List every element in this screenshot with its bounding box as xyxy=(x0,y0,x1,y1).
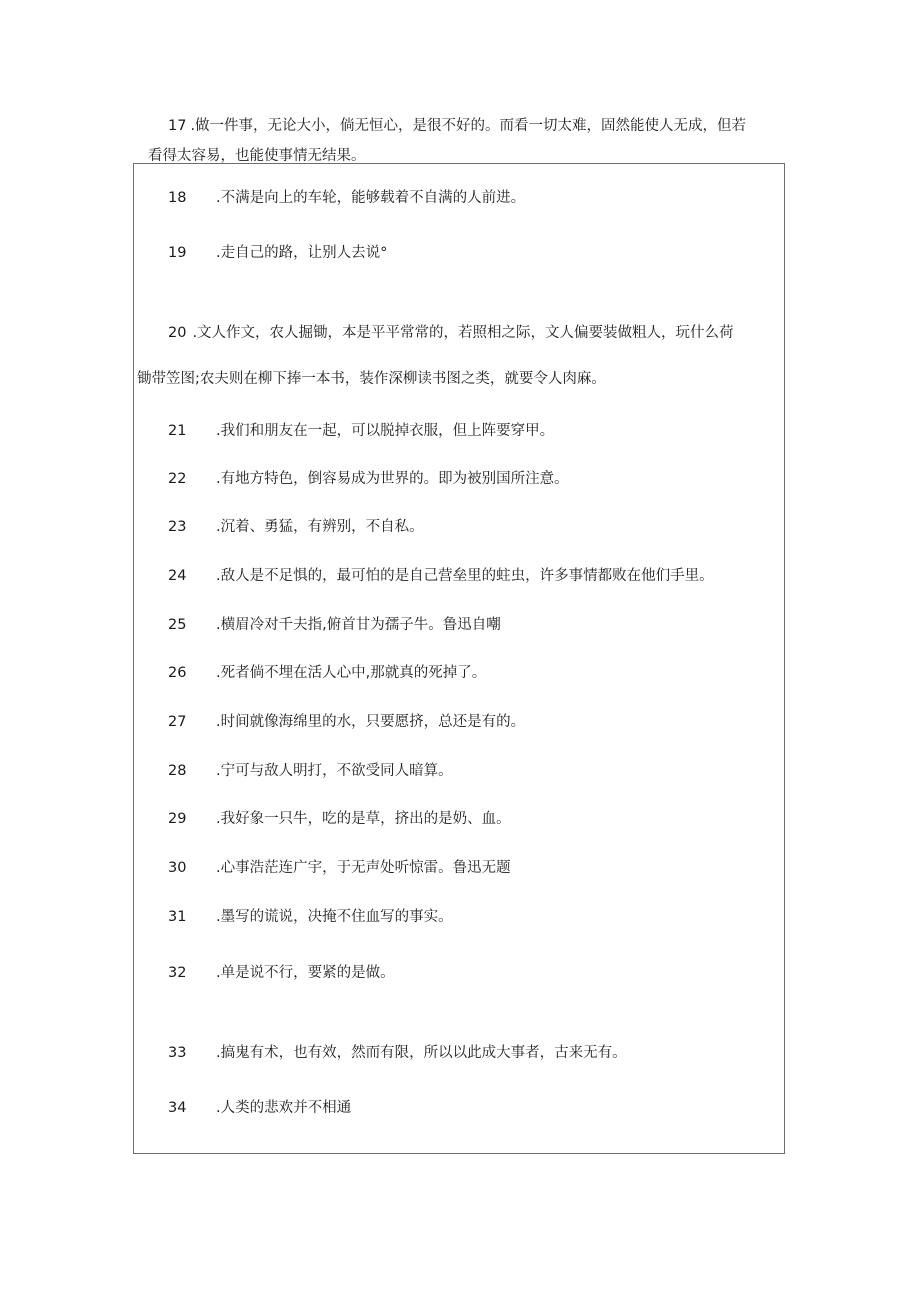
item-text: .敌人是不足惧的，最可怕的是自己营垒里的蛀虫，许多事情都败在他们手里。 xyxy=(216,568,714,584)
item-number: 20 xyxy=(168,325,187,341)
item-number: 26 xyxy=(168,665,187,681)
item-text-line1: .做一件事，无论大小，倘无恒心，是很不好的。而看一切太难，固然能使人无成，但若 xyxy=(190,118,747,134)
item-text: .心事浩茫连广宇，于无声处听惊雷。鲁迅无题 xyxy=(216,860,511,876)
item-number: 22 xyxy=(168,471,187,487)
item-number: 30 xyxy=(168,860,187,876)
item-text: .横眉冷对千夫指,俯首甘为孺子牛。鲁迅自嘲 xyxy=(216,617,501,633)
item-number: 31 xyxy=(168,909,187,925)
item-text: .不满是向上的车轮，能够载着不自满的人前进。 xyxy=(216,190,526,206)
item-text: .死者倘不埋在活人心中,那就真的死掉了。 xyxy=(216,665,487,681)
item-text-line2: 锄带笠图;农夫则在柳下捧一本书，装作深柳读书图之类，就要令人肉麻。 xyxy=(137,371,606,387)
item-number: 17 xyxy=(168,118,187,134)
item-text: .墨写的谎说，决掩不住血写的事实。 xyxy=(216,909,453,925)
item-number: 18 xyxy=(168,190,187,206)
item-number: 27 xyxy=(168,714,187,730)
item-number: 29 xyxy=(168,811,187,827)
intro-paragraph xyxy=(148,111,788,171)
item-number: 32 xyxy=(168,965,187,981)
item-text: .单是说不行，要紧的是做。 xyxy=(216,965,395,981)
item-text: .宁可与敌人明打，不欲受同人暗算。 xyxy=(216,763,453,779)
item-text: .我好象一只牛，吃的是草，挤出的是奶、血。 xyxy=(216,811,511,827)
item-number: 21 xyxy=(168,423,187,439)
item-number: 19 xyxy=(168,245,187,261)
item-number: 33 xyxy=(168,1045,187,1061)
item-text-line2: 看得太容易，也能使事情无结果。 xyxy=(148,148,366,164)
item-text: .搞鬼有术，也有效，然而有限，所以以此成大事者，古来无有。 xyxy=(216,1045,627,1061)
item-text: .走自己的路，让别人去说° xyxy=(216,245,388,261)
item-number: 25 xyxy=(168,617,187,633)
item-number: 23 xyxy=(168,519,187,535)
item-text: .时间就像海绵里的水，只要愿挤，总还是有的。 xyxy=(216,714,526,730)
quote-box xyxy=(133,163,785,1154)
item-text: .沉着、勇猛，有辨别，不自私。 xyxy=(216,519,424,535)
item-text: .有地方特色，倒容易成为世界的。即为被别国所注意。 xyxy=(216,471,569,487)
item-text-line1: .文人作文，农人掘锄，本是平平常常的，若照相之际，文人偏要装做粗人，玩什么荷 xyxy=(192,325,734,341)
item-text: .我们和朋友在一起，可以脱掉衣服，但上阵要穿甲。 xyxy=(216,423,555,439)
item-number: 24 xyxy=(168,568,187,584)
item-number: 34 xyxy=(168,1100,187,1116)
item-text: .人类的悲欢并不相通 xyxy=(216,1100,352,1116)
item-number: 28 xyxy=(168,763,187,779)
